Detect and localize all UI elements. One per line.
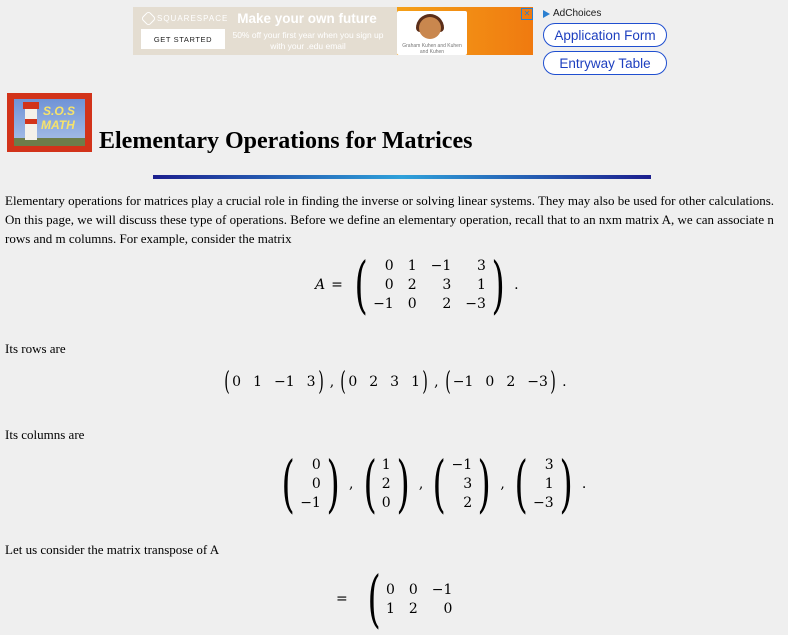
squarespace-logo [143, 13, 228, 24]
title-divider [153, 175, 651, 179]
ad-photo-card [397, 11, 467, 55]
column-vectors: ( 0 0 −1 ) , ( 1 2 0 ) , ( −1 3 2 ) , ( 3 1 −3 ) . [276, 453, 590, 515]
matrix-a-equation: A = ( 0 1 −1 3 0 2 3 1 −1 0 2 −3 ) . [315, 248, 519, 321]
matrix-entry: 1 [476, 277, 486, 293]
vector-entry: 0 [348, 374, 358, 390]
vector-entry: −1 [451, 457, 473, 473]
row-vector: ( −1 0 2 −3 ) [444, 367, 556, 397]
application-form-button[interactable]: Application Form [543, 23, 667, 47]
matrix-entry: −3 [465, 296, 486, 312]
vector-entry: 2 [463, 495, 473, 511]
vector-entry: −3 [527, 374, 548, 390]
column-vector: ( 3 1 −3 ) [514, 447, 573, 520]
ad-banner[interactable] [133, 7, 533, 55]
matrix-entry: 0 [384, 277, 394, 293]
transpose-entries [386, 581, 452, 618]
matrix-entry: 0 [384, 258, 394, 274]
matrix-entry: 2 [442, 296, 452, 312]
vector-entry: 2 [381, 476, 391, 492]
vector-entry: 1 [544, 476, 554, 492]
matrix-entry: 2 [408, 600, 418, 617]
row-vector: ( 0 2 3 1 ) [340, 367, 428, 397]
squarespace-icon [141, 11, 157, 27]
vector-entry: 1 [253, 374, 262, 390]
vector-entry: 3 [463, 476, 473, 492]
vector-entry: 2 [369, 374, 379, 390]
vector-entry: 3 [390, 374, 400, 390]
ad-subline: 50% off your first year when you sign up with your .edu email [232, 30, 384, 51]
vector-entry: 0 [381, 495, 391, 511]
ad-get-started-button[interactable]: GET STARTED [141, 29, 225, 49]
matrix-entry: 3 [442, 277, 452, 293]
vector-entry: 1 [411, 374, 421, 390]
column-vector: ( 0 0 −1 ) [281, 447, 340, 520]
columns-label: Its columns are [5, 427, 85, 442]
column-vector: ( 1 2 0 ) [362, 447, 410, 520]
vector-entry: −3 [532, 495, 554, 511]
matrix-entry: 0 [385, 581, 395, 598]
vector-entry: 3 [544, 457, 554, 473]
ad-photo [397, 7, 533, 55]
vector-entry: 0 [311, 457, 321, 473]
vector-entry: 0 [232, 374, 242, 390]
matrix-entry: −1 [373, 296, 394, 312]
page-title: Elementary Operations for Matrices [99, 128, 473, 154]
transpose-paragraph: Let us consider the matrix transpose of A [5, 542, 220, 557]
vector-entry: −1 [300, 495, 321, 511]
matrix-entry: 1 [385, 600, 395, 617]
vector-entry: 0 [311, 476, 321, 492]
ad-headline: Make your own future [237, 11, 377, 26]
lighthouse-icon [25, 108, 37, 140]
vector-entry: 1 [381, 457, 391, 473]
matrix-entry: 1 [407, 258, 417, 274]
adchoices-label: AdChoices [553, 8, 602, 19]
matrix-a-label: A [315, 277, 326, 293]
entryway-table-button[interactable]: Entryway Table [543, 51, 667, 75]
matrix-entry: −1 [430, 258, 452, 274]
equals-sign: = [331, 277, 343, 293]
vector-entry: 0 [485, 374, 495, 390]
row-vectors: ( 0 1 −1 3 ) , ( 0 2 3 1 ) , ( −1 0 2 −3 ) . [222, 369, 571, 395]
logo-text-line1: S.O.S [43, 104, 76, 118]
rows-label: Its rows are [5, 341, 66, 356]
ad-brand-label: SQUARESPACE [157, 14, 229, 23]
vector-entry: 3 [306, 374, 316, 390]
matrix-entry: −1 [431, 581, 453, 598]
column-vector: ( −1 3 2 ) [432, 447, 491, 520]
row-vector: ( 0 1 −1 3 ) [224, 367, 324, 397]
ad-photo-caption: Graham Kuhen and Kuhen and Kuhen [402, 43, 462, 55]
matrix-entry: 2 [407, 277, 417, 293]
person-image [419, 17, 441, 39]
adchoices-icon [543, 10, 550, 18]
adchoices-link[interactable] [543, 8, 601, 19]
vector-entry: −1 [452, 374, 474, 390]
sos-math-logo[interactable] [7, 93, 92, 152]
vector-entry: 2 [506, 374, 516, 390]
ad-close-icon[interactable]: ✕ [521, 8, 533, 20]
matrix-entry: 3 [476, 258, 486, 274]
matrix-entry: 0 [443, 600, 453, 617]
matrix-entry: 0 [408, 581, 418, 598]
logo-text-line2: MATH [41, 118, 75, 132]
matrix-a-entries [373, 257, 486, 313]
vector-entry: −1 [274, 374, 295, 390]
matrix-entry: 0 [407, 296, 417, 312]
equals-sign: = [336, 591, 348, 607]
matrix-a-transpose: = ( 0 0 −1 1 2 0 [336, 562, 453, 635]
intro-paragraph: Elementary operations for matrices play a crucial role in finding the inverse or solving linear systems. They may also be used for other calculations. On this page, we will discuss these type of operations. Before we define an elementary operation, recall that to an nxm matrix A, we can associate n rows and m columns. For example, consider the matrix [5, 193, 775, 246]
matrix-a: ( 0 1 −1 3 0 2 3 1 −1 0 2 −3 ) [354, 248, 505, 321]
